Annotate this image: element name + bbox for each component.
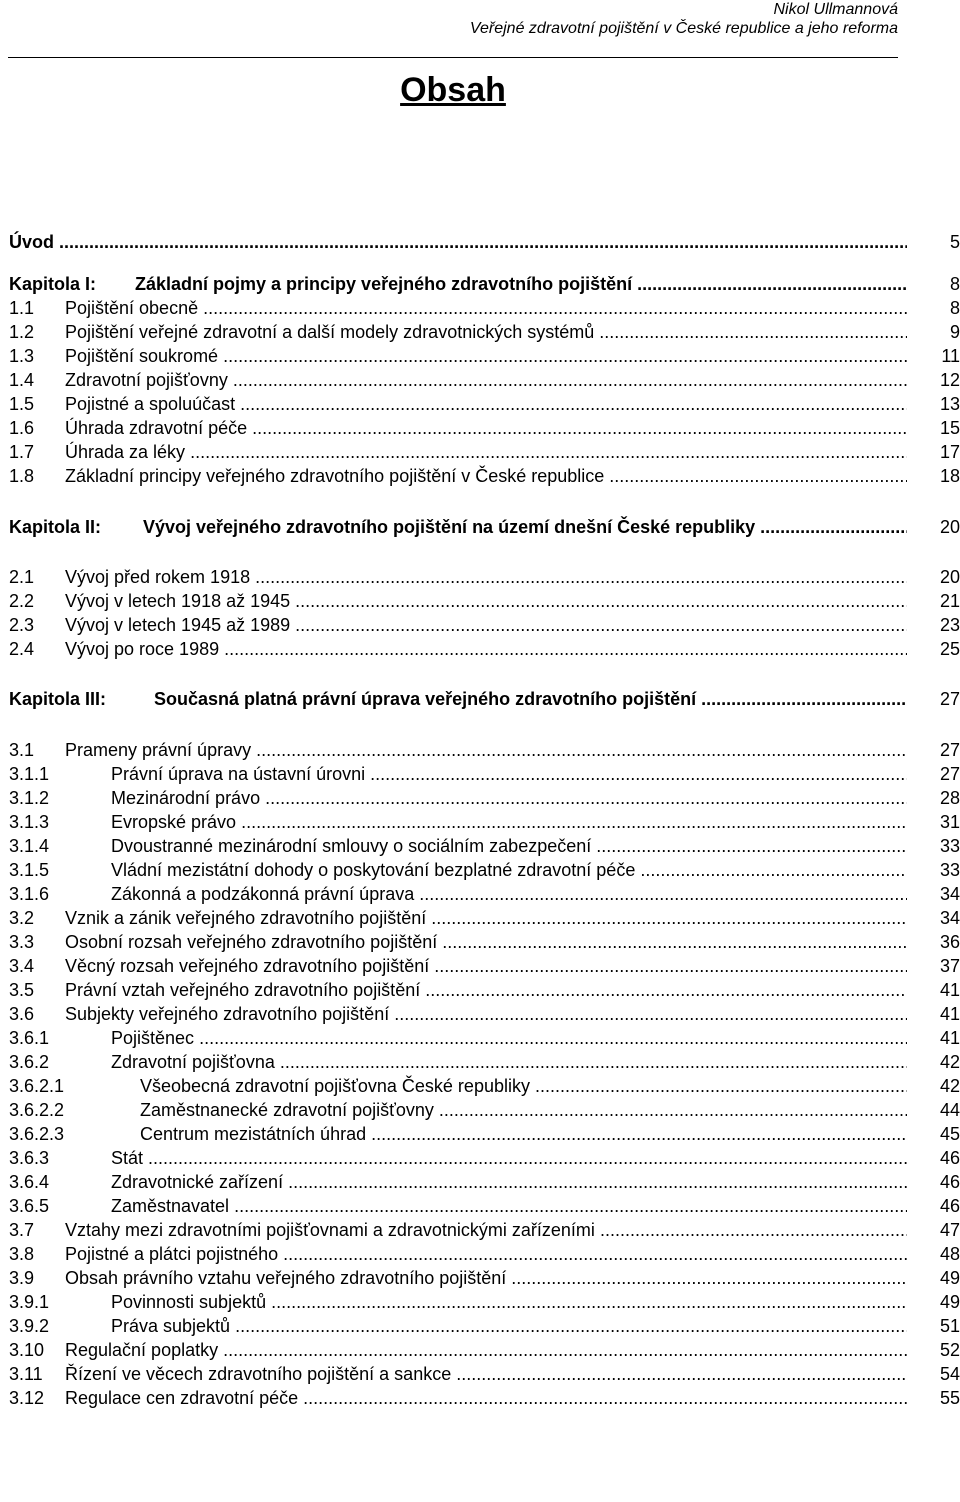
toc-entry-number: 3.1 (9, 740, 35, 760)
toc-entry-title[interactable]: Věcný rozsah veřejného zdravotního pojištění ..... (65, 954, 907, 978)
toc-entry-page: 15 (939, 418, 960, 438)
toc-entry-number: 3.6.4 (9, 1172, 50, 1192)
toc-entry-title[interactable]: Mezinárodní právo ..... (111, 786, 907, 810)
toc-entry-page: 27 (939, 740, 960, 760)
toc-entry-number: 3.2 (9, 908, 35, 928)
toc-entry-number: Kapitola I: (9, 274, 97, 294)
toc-entry[interactable] (9, 882, 960, 906)
toc-entry[interactable] (9, 1218, 960, 1242)
toc-entry[interactable] (9, 1242, 960, 1266)
toc-entry-page: 18 (939, 466, 960, 486)
toc-entry[interactable] (9, 810, 960, 834)
toc-entry-page: 42 (939, 1052, 960, 1072)
toc-entry-page: 20 (939, 567, 960, 587)
toc-entry-title[interactable]: Úhrada zdravotní péče ..... (65, 416, 907, 440)
toc-entry-title[interactable]: Vznik a zánik veřejného zdravotního pojištění ..... (65, 906, 907, 930)
toc-entry-page: 20 (939, 517, 960, 537)
toc-entry-title[interactable]: Základní pojmy a principy veřejného zdravotního pojištění ..... (135, 272, 907, 296)
toc-entry-number: 2.2 (9, 591, 35, 611)
toc-entry-number: 3.3 (9, 932, 35, 952)
toc-entry[interactable] (9, 1266, 960, 1290)
toc-entry-page: 49 (939, 1268, 960, 1288)
toc-entry-page: 25 (939, 639, 960, 659)
toc-entry-title[interactable]: Vztahy mezi zdravotními pojišťovnami a zdravotnickými zařízeními ..... (65, 1218, 907, 1242)
toc-entry[interactable] (9, 1146, 960, 1170)
toc-entry-title[interactable]: Vývoj v letech 1945 až 1989 ..... (65, 613, 907, 637)
toc-entry[interactable] (9, 515, 960, 539)
toc-entry-title[interactable]: Všeobecná zdravotní pojišťovna České republiky ..... (140, 1074, 907, 1098)
toc-entry-page: 34 (939, 908, 960, 928)
toc-entry-title[interactable]: Pojištění soukromé ..... (65, 344, 907, 368)
toc-entry[interactable] (9, 464, 960, 488)
toc-entry-number: Kapitola III: (9, 689, 107, 709)
toc-entry-number: 3.8 (9, 1244, 35, 1264)
toc-entry[interactable] (9, 1386, 960, 1410)
toc-entry[interactable] (9, 1314, 960, 1338)
toc-entry-number: 3.1.2 (9, 788, 50, 808)
toc-entry-title[interactable]: Pojistné a plátci pojistného ..... (65, 1242, 907, 1266)
toc-entry-title[interactable]: Regulační poplatky ..... (65, 1338, 907, 1362)
toc-entry-title[interactable]: Vývoj veřejného zdravotního pojištění na území dnešní České republiky ..... (143, 515, 907, 539)
toc-entry-page: 41 (939, 1028, 960, 1048)
toc-entry-number: 2.4 (9, 639, 35, 659)
toc-entry-page: 51 (939, 1316, 960, 1336)
toc-entry-page: 49 (939, 1292, 960, 1312)
toc-entry-page: 13 (939, 394, 960, 414)
toc-entry[interactable] (9, 738, 960, 762)
toc-entry-title[interactable]: Zdravotní pojišťovny ..... (65, 368, 907, 392)
toc-entry-number: 3.9.1 (9, 1292, 50, 1312)
toc-entry-number: 3.12 (9, 1388, 45, 1408)
toc-entry[interactable] (9, 440, 960, 464)
toc-entry-title[interactable]: Vývoj v letech 1918 až 1945 ..... (65, 589, 907, 613)
toc-entry-page: 12 (939, 370, 960, 390)
toc-entry-page: 41 (939, 980, 960, 1000)
toc-entry-number: 1.2 (9, 322, 35, 342)
toc-entry-title[interactable]: Právní vztah veřejného zdravotního pojištění ..... (65, 978, 907, 1002)
toc-entry-page: 33 (939, 836, 960, 856)
toc-entry[interactable] (9, 565, 960, 589)
toc-entry-title[interactable]: Dvoustranné mezinárodní smlouvy o sociálním zabezpečení ..... (111, 834, 907, 858)
header-author: Nikol Ullmannová (773, 1, 898, 18)
toc-entry-page: 11 (941, 346, 960, 366)
toc-entry-title[interactable]: Centrum mezistátních úhrad ..... (140, 1122, 907, 1146)
toc-entry-title[interactable]: Vývoj po roce 1989 ..... (65, 637, 907, 661)
toc-entry-page: 46 (939, 1196, 960, 1216)
toc-entry[interactable] (9, 1122, 960, 1146)
toc-entry[interactable] (9, 272, 960, 296)
toc-entry[interactable] (9, 906, 960, 930)
toc-entry[interactable] (9, 230, 960, 254)
toc-entry-page: 31 (939, 812, 960, 832)
toc-entry-title[interactable]: Úhrada za léky ..... (65, 440, 907, 464)
toc-entry-number: 3.6.5 (9, 1196, 50, 1216)
running-header (470, 0, 898, 38)
toc-entry-title[interactable]: Řízení ve věcech zdravotního pojištění a sankce ..... (65, 1362, 907, 1386)
toc-entry-number: 3.6.2.3 (9, 1124, 65, 1144)
toc-entry-page: 27 (939, 764, 960, 784)
toc-entry[interactable] (9, 954, 960, 978)
toc-entry-page: 52 (939, 1340, 960, 1360)
toc-entry-page: 28 (939, 788, 960, 808)
toc-entry-title[interactable]: Právní úprava na ústavní úrovni ..... (111, 762, 907, 786)
toc-entry-title[interactable]: Práva subjektů ..... (111, 1314, 907, 1338)
toc-entry-number: 3.5 (9, 980, 35, 1000)
toc-entry[interactable] (9, 416, 960, 440)
toc-entry-number: 3.4 (9, 956, 35, 976)
toc-entry[interactable] (9, 320, 960, 344)
toc-entry[interactable] (9, 1098, 960, 1122)
toc-entry-number: 1.7 (9, 442, 35, 462)
toc-entry-number: 1.4 (9, 370, 35, 390)
toc-entry-page: 41 (939, 1004, 960, 1024)
toc-entry-title[interactable]: Obsah právního vztahu veřejného zdravotního pojištění ..... (65, 1266, 907, 1290)
toc-entry-number: 3.10 (9, 1340, 45, 1360)
toc-entry-title[interactable]: Osobní rozsah veřejného zdravotního pojištění ..... (65, 930, 907, 954)
toc-entry[interactable] (9, 1050, 960, 1074)
toc-entry[interactable] (9, 613, 960, 637)
toc-entry-number: 3.6.1 (9, 1028, 50, 1048)
toc-entry-page: 8 (949, 274, 960, 294)
toc-entry[interactable] (9, 762, 960, 786)
toc-entry-title[interactable]: Základní principy veřejného zdravotního pojištění v České republice ..... (65, 464, 907, 488)
toc-entry-title[interactable]: Zákonná a podzákonná právní úprava ..... (111, 882, 907, 906)
toc-entry-page: 27 (939, 689, 960, 709)
toc-entry-title[interactable]: Prameny právní úpravy ..... (65, 738, 907, 762)
toc-entry[interactable] (9, 858, 960, 882)
toc-entry[interactable] (9, 1290, 960, 1314)
toc-entry-title[interactable]: Zdravotní pojišťovna ..... (111, 1050, 907, 1074)
toc-entry-title[interactable]: Vývoj před rokem 1918 ..... (65, 565, 907, 589)
toc-entry-number: 3.9.2 (9, 1316, 50, 1336)
toc-entry-number: 1.5 (9, 394, 35, 414)
toc-entry-page: 44 (939, 1100, 960, 1120)
toc-entry-page: 23 (939, 615, 960, 635)
toc-entry-page: 48 (939, 1244, 960, 1264)
toc-entry-number: 3.6 (9, 1004, 35, 1024)
toc-entry-page: 45 (939, 1124, 960, 1144)
toc-entry-title[interactable]: Zaměstnavatel ..... (111, 1194, 907, 1218)
toc-entry-page: 36 (939, 932, 960, 952)
toc-entry-title[interactable]: Evropské právo ..... (111, 810, 907, 834)
toc-entry[interactable] (9, 589, 960, 613)
toc-entry-number: 1.1 (9, 298, 35, 318)
toc-entry-title[interactable]: Zdravotnické zařízení ..... (111, 1170, 907, 1194)
toc-entry-page: 42 (939, 1076, 960, 1096)
toc-entry[interactable] (9, 1338, 960, 1362)
toc-entry-number: 2.1 (9, 567, 35, 587)
toc-entry-page: 55 (939, 1388, 960, 1408)
toc-entry-number: Kapitola II: (9, 517, 102, 537)
toc-entry[interactable] (9, 1026, 960, 1050)
toc-entry[interactable] (9, 1194, 960, 1218)
toc-entry[interactable] (9, 392, 960, 416)
toc-entry-page: 46 (939, 1148, 960, 1168)
toc-entry-title[interactable]: Úvod ..... (9, 230, 907, 254)
toc-entry-title[interactable]: Pojištění obecně ..... (65, 296, 907, 320)
toc-entry-page: 34 (939, 884, 960, 904)
toc-entry[interactable] (9, 1362, 960, 1386)
toc-entry-number: 3.11 (9, 1364, 43, 1384)
toc-entry-page: 37 (939, 956, 960, 976)
toc-entry-number: 3.6.3 (9, 1148, 50, 1168)
toc-entry-page: 47 (939, 1220, 960, 1240)
toc-entry[interactable] (9, 1074, 960, 1098)
toc-entry-number: 3.1.3 (9, 812, 50, 832)
toc-entry[interactable] (9, 368, 960, 392)
toc-entry-page: 21 (939, 591, 960, 611)
toc-entry-page: 46 (939, 1172, 960, 1192)
toc-entry-title[interactable]: Stát ..... (111, 1146, 907, 1170)
toc-entry-title[interactable]: Pojištění veřejné zdravotní a další modely zdravotnických systémů ..... (65, 320, 907, 344)
toc-entry-title[interactable]: Subjekty veřejného zdravotního pojištění ..... (65, 1002, 907, 1026)
toc-entry[interactable] (9, 1002, 960, 1026)
toc-entry-page: 8 (949, 298, 960, 318)
toc-entry-page: 17 (939, 442, 960, 462)
toc-entry-number: 3.9 (9, 1268, 35, 1288)
toc-entry-title[interactable]: Regulace cen zdravotní péče ..... (65, 1386, 907, 1410)
toc-entry-title[interactable]: Současná platná právní úprava veřejného zdravotního pojištění ..... (154, 687, 907, 711)
toc-entry[interactable] (9, 1170, 960, 1194)
toc-entry-number: 1.6 (9, 418, 35, 438)
toc-entry[interactable] (9, 786, 960, 810)
toc-entry-title[interactable]: Povinnosti subjektů ..... (111, 1290, 907, 1314)
toc-entry-number: 3.1.6 (9, 884, 50, 904)
toc-entry-number: 3.1.4 (9, 836, 50, 856)
toc-entry[interactable] (9, 344, 960, 368)
toc-entry[interactable] (9, 978, 960, 1002)
toc-entry-title[interactable]: Pojistné a spoluúčast ..... (65, 392, 907, 416)
header-rule (8, 57, 898, 58)
toc-entry-number: 3.7 (9, 1220, 35, 1240)
toc-entry[interactable] (9, 687, 960, 711)
toc-entry-number: 2.3 (9, 615, 35, 635)
toc-entry-number: 3.1.1 (9, 764, 50, 784)
toc-entry-page: 33 (939, 860, 960, 880)
toc-entry-number: 3.6.2.1 (9, 1076, 65, 1096)
toc-entry-page: 54 (939, 1364, 960, 1384)
toc-entry[interactable] (9, 834, 960, 858)
toc-entry-number: 1.8 (9, 466, 35, 486)
toc-entry-number: 1.3 (9, 346, 35, 366)
toc-entry-page: 5 (949, 232, 960, 252)
toc-entry-number: 3.6.2 (9, 1052, 50, 1072)
toc-entry-number: 3.6.2.2 (9, 1100, 65, 1120)
toc-entry-title[interactable]: Zaměstnanecké zdravotní pojišťovny ..... (140, 1098, 907, 1122)
toc-entry-title[interactable]: Vládní mezistátní dohody o poskytování bezplatné zdravotní péče ..... (111, 858, 907, 882)
page-title: Obsah (400, 71, 506, 109)
header-thesis-title: Veřejné zdravotní pojištění v České republice a jeho reforma (469, 20, 898, 37)
toc-entry[interactable] (9, 637, 960, 661)
toc-entry-page: 9 (949, 322, 960, 342)
toc-entry-number: 3.1.5 (9, 860, 50, 880)
toc-entry-title[interactable]: Pojištěnec ..... (111, 1026, 907, 1050)
toc-entry[interactable] (9, 930, 960, 954)
toc-entry[interactable] (9, 296, 960, 320)
